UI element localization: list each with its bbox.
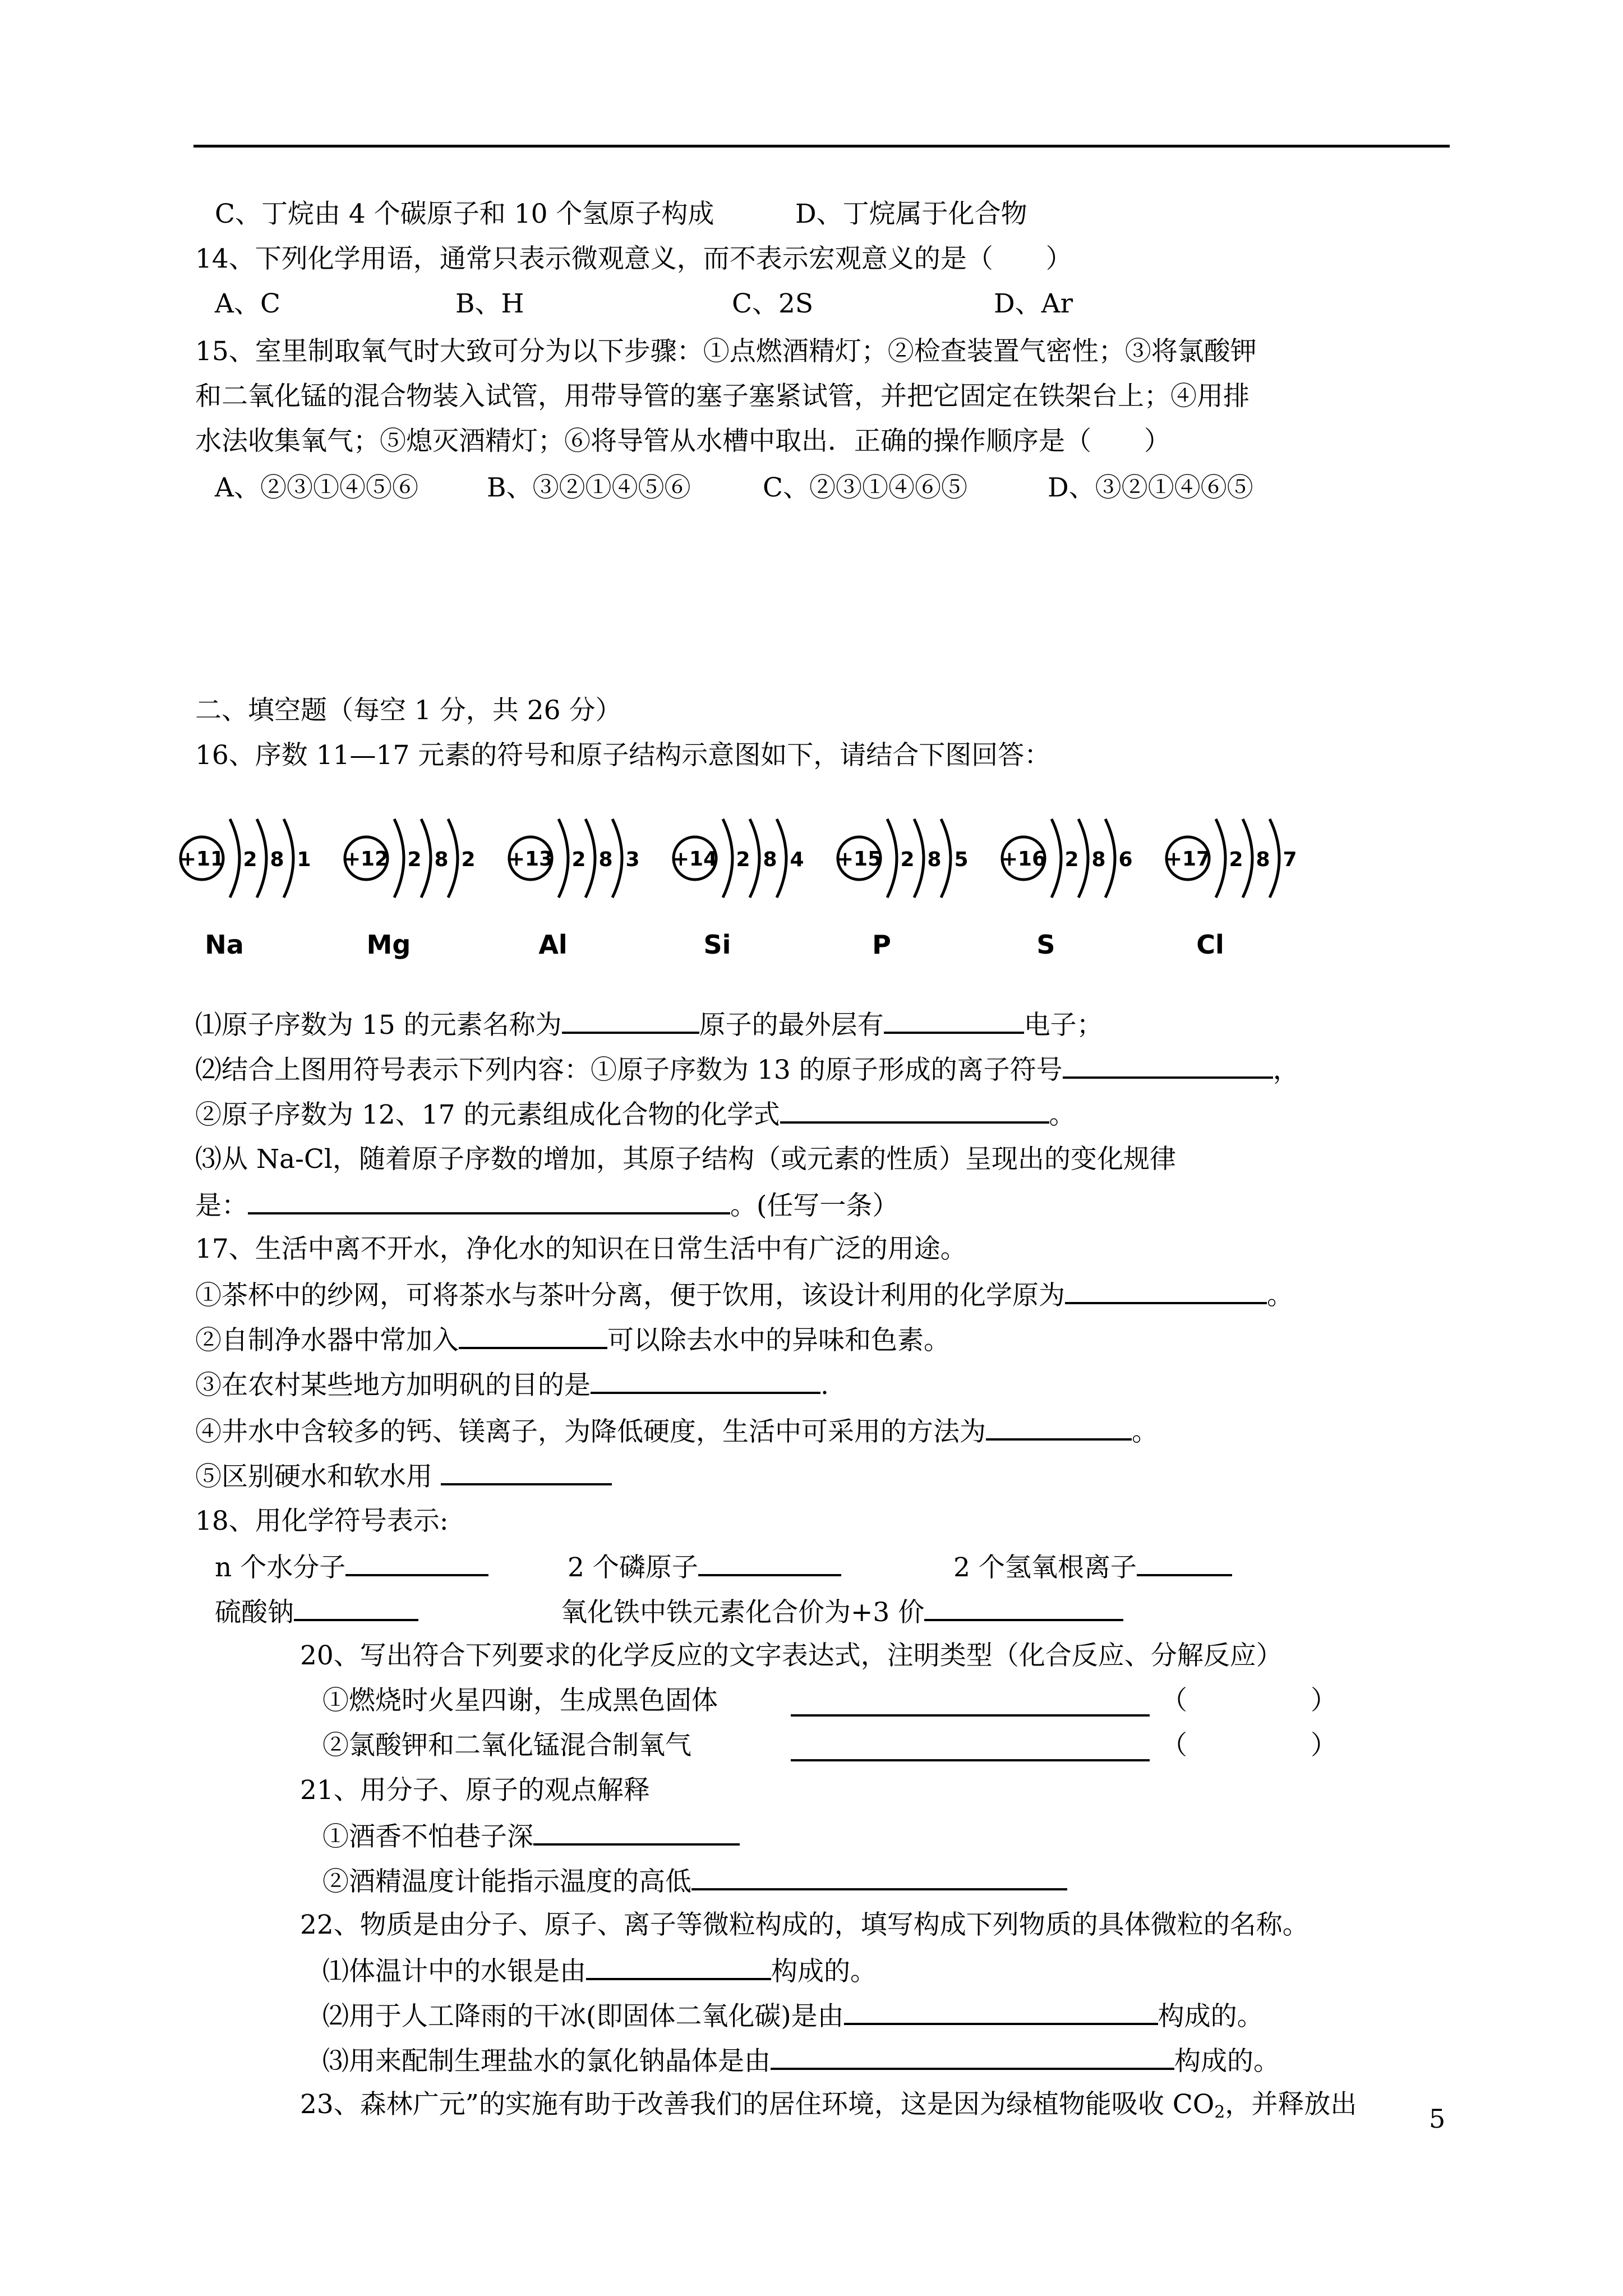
- q22-item2: ⑵用于人工降雨的干冰(即固体二氧化碳)是由 构成的。: [322, 1998, 1264, 2033]
- answer-blank[interactable]: [1137, 1549, 1232, 1576]
- shell-electron-count: 2: [243, 848, 257, 871]
- answer-blank[interactable]: [691, 1864, 1067, 1890]
- answer-blank[interactable]: [791, 1734, 1150, 1761]
- header-rule: [193, 145, 1450, 148]
- element-symbol: Cl: [1196, 930, 1224, 960]
- electron-shell-arc: [777, 819, 786, 898]
- q21-stem: 21、用分子、原子的观点解释: [300, 1775, 650, 1806]
- shell-electron-count: 2: [1064, 848, 1079, 871]
- shell-electron-count: 8: [763, 848, 777, 871]
- answer-blank[interactable]: [294, 1594, 418, 1621]
- electron-shell-arc: [257, 819, 266, 898]
- element-symbol: Al: [538, 930, 568, 960]
- shell-electron-count: 2: [1229, 848, 1243, 871]
- answer-blank[interactable]: [698, 1549, 841, 1576]
- atom-diagram-si: [672, 819, 804, 960]
- q13-option-c: C、丁烷由 4 个碳原子和 10 个氢原子构成: [215, 199, 714, 229]
- q15-option-c: C、②③①④⑥⑤: [763, 472, 967, 503]
- shell-electron-count: 8: [927, 848, 942, 871]
- shell-electron-count: 2: [571, 848, 586, 871]
- q14-stem: 14、下列化学用语，通常只表示微观意义，而不表示宏观意义的是（ ）: [195, 243, 1072, 274]
- shell-electron-count: 3: [625, 848, 640, 871]
- answer-blank[interactable]: [441, 1458, 612, 1485]
- answer-blank[interactable]: [924, 1594, 1123, 1621]
- answer-blank[interactable]: [884, 1007, 1024, 1034]
- element-symbol: Si: [703, 930, 731, 960]
- q21-item1: ①酒香不怕巷子深: [322, 1819, 740, 1854]
- electron-shell-arc: [1078, 819, 1088, 898]
- q17-item2: ②自制净水器中常加入 可以除去水中的异味和色素。: [195, 1322, 950, 1358]
- shell-electron-count: 5: [954, 848, 969, 871]
- answer-blank[interactable]: [345, 1549, 488, 1576]
- electron-shell-arc: [1243, 819, 1252, 898]
- q20-stem: 20、写出符合下列要求的化学反应的文字表达式，注明类型（化合反应、分解反应）: [300, 1640, 1283, 1671]
- electron-shell-arc: [1270, 819, 1279, 898]
- atom-diagram-al: [508, 819, 640, 960]
- answer-blank[interactable]: [771, 2043, 1174, 2070]
- q14-option-a: A、C: [215, 288, 280, 319]
- q13-option-d: D、丁烷属于化合物: [795, 199, 1027, 229]
- shell-electron-count: 2: [900, 848, 915, 871]
- atomic-structure-diagrams: [168, 797, 1335, 965]
- electron-shell-arc: [230, 819, 239, 898]
- nucleus-charge: +15: [836, 848, 882, 871]
- electron-shell-arc: [559, 819, 568, 898]
- q15-line3: 水法收集氧气；⑤熄灭酒精灯；⑥将导管从水槽中取出．正确的操作顺序是（ ）: [195, 426, 1170, 457]
- atom-diagram-mg: [344, 819, 476, 960]
- q15-line1: 15、室里制取氧气时大致可分为以下步骤：①点燃酒精灯；②检查装置气密性；③将氯酸钾: [195, 336, 1257, 367]
- q20-item1: ①燃烧时火星四谢，生成黑色固体: [322, 1685, 718, 1716]
- q20-item1-type: （ ）: [1161, 1685, 1337, 1716]
- electron-shell-arc: [1105, 819, 1115, 898]
- shell-electron-count: 8: [434, 848, 449, 871]
- q17-item4: ④井水中含较多的钙、镁离子，为降低硬度，生活中可采用的方法为 。: [195, 1414, 1158, 1449]
- answer-blank[interactable]: [562, 1007, 699, 1034]
- shell-electron-count: 2: [461, 848, 476, 871]
- q17-item1: ①茶杯中的纱网，可将茶水与茶叶分离，便于饮用，该设计利用的化学原为 。: [195, 1277, 1293, 1313]
- electron-shell-arc: [941, 819, 951, 898]
- q18-stem: 18、用化学符号表示:: [195, 1506, 449, 1536]
- q17-stem: 17、生活中离不开水，净化水的知识在日常生活中有广泛的用途。: [195, 1234, 967, 1264]
- section-title: 二、填空题（每空 1 分，共 26 分）: [195, 695, 622, 726]
- q15-option-b: B、③②①④⑤⑥: [487, 472, 691, 503]
- shell-electron-count: 8: [598, 848, 613, 871]
- q23-stem: 23、森林广元”的实施有助于改善我们的居住环境，这是因为绿植物能吸收 $CO_2$，并释放出: [300, 2089, 1357, 2122]
- nucleus-charge: +17: [1165, 848, 1211, 871]
- q18-item-d: 硫酸钠: [215, 1594, 418, 1630]
- q14-option-b: B、H: [455, 288, 524, 319]
- electron-shell-arc: [612, 819, 622, 898]
- q18-item-e: 氧化铁中铁元素化合价为+3 价: [561, 1594, 1123, 1630]
- q17-item5: ⑤区别硬水和软水用: [195, 1458, 612, 1494]
- shell-electron-count: 7: [1283, 848, 1297, 871]
- electron-shell-arc: [914, 819, 924, 898]
- q20-item2: ②氯酸钾和二氧化锰混合制氧气: [322, 1730, 691, 1761]
- electron-shell-arc: [284, 819, 293, 898]
- q16-part3b: 是： 。(任写一条）: [195, 1188, 898, 1223]
- q18-item-b: 2 个磷原子: [568, 1549, 841, 1585]
- shell-electron-count: 2: [407, 848, 422, 871]
- q15-option-d: D、③②①④⑥⑤: [1048, 472, 1253, 503]
- electron-shell-arc: [448, 819, 458, 898]
- q16-part1: ⑴原子序数为 15 的元素名称为 原子的最外层有 电子；: [195, 1007, 1103, 1042]
- atom-diagram-na: [179, 819, 311, 960]
- atom-diagram-cl: [1165, 819, 1297, 960]
- answer-blank[interactable]: [1063, 1052, 1273, 1079]
- atom-diagram-s: [1001, 819, 1133, 960]
- nucleus-charge: +11: [179, 848, 225, 871]
- q22-stem: 22、物质是由分子、原子、离子等微粒构成的，填写构成下列物质的具体微粒的名称。: [300, 1910, 1309, 1940]
- element-symbol: P: [872, 930, 891, 960]
- shell-electron-count: 8: [1091, 848, 1106, 871]
- q16-part2a: ⑵结合上图用符号表示下列内容：①原子序数为 13 的原子形成的离子符号 ，: [195, 1052, 1299, 1087]
- nucleus-charge: +16: [1000, 848, 1046, 871]
- nucleus-charge: +12: [343, 848, 389, 871]
- q14-option-c: C、2S: [732, 288, 814, 319]
- q16-part2b: ②原子序数为 12、17 的元素组成化合物的化学式 。: [195, 1097, 1076, 1132]
- answer-blank[interactable]: [780, 1097, 1049, 1124]
- atom-diagram-p: [837, 819, 969, 960]
- q18-item-c: 2 个氢氧根离子: [953, 1549, 1232, 1585]
- q21-item2: ②酒精温度计能指示温度的高低: [322, 1864, 1067, 1899]
- q20-item2-type: （ ）: [1161, 1730, 1337, 1761]
- q15-line2: 和二氧化锰的混合物装入试管，用带导管的塞子塞紧试管，并把它固定在铁架台上；④用排: [195, 381, 1249, 412]
- electron-shell-arc: [394, 819, 404, 898]
- answer-blank[interactable]: [844, 1998, 1158, 2025]
- page-number: 5: [1429, 2104, 1446, 2134]
- q22-item1: ⑴体温计中的水银是由 构成的。: [322, 1953, 877, 1989]
- nucleus-charge: +14: [672, 848, 718, 871]
- electron-shell-arc: [585, 819, 595, 898]
- answer-blank[interactable]: [986, 1414, 1132, 1441]
- element-symbol: Na: [205, 930, 244, 960]
- electron-shell-arc: [750, 819, 759, 898]
- q15-option-a: A、②③①④⑤⑥: [215, 472, 418, 503]
- element-symbol: Mg: [366, 930, 411, 960]
- answer-blank[interactable]: [791, 1690, 1150, 1717]
- q18-item-a: n 个水分子: [215, 1549, 488, 1585]
- answer-blank[interactable]: [248, 1188, 730, 1214]
- answer-blank[interactable]: [459, 1322, 607, 1349]
- answer-blank[interactable]: [533, 1819, 740, 1846]
- nucleus-charge: +13: [508, 848, 554, 871]
- electron-shell-arc: [1052, 819, 1061, 898]
- electron-shell-arc: [1216, 819, 1225, 898]
- shell-electron-count: 6: [1118, 848, 1133, 871]
- shell-electron-count: 4: [790, 848, 804, 871]
- q17-item3: ③在农村某些地方加明矾的目的是 .: [195, 1367, 829, 1402]
- answer-blank[interactable]: [591, 1367, 820, 1394]
- shell-electron-count: 1: [297, 848, 311, 871]
- element-symbol: S: [1036, 930, 1055, 960]
- shell-electron-count: 8: [1256, 848, 1270, 871]
- q16-part3a: ⑶从 Na-Cl，随着原子序数的增加，其原子结构（或元素的性质）呈现出的变化规律: [195, 1144, 1176, 1175]
- q14-option-d: D、Ar: [994, 288, 1073, 319]
- electron-shell-arc: [723, 819, 732, 898]
- q22-item3: ⑶用来配制生理盐水的氯化钠晶体是由 构成的。: [322, 2043, 1280, 2078]
- q16-stem: 16、序数 11—17 元素的符号和原子结构示意图如下，请结合下图回答：: [195, 740, 1051, 771]
- shell-electron-count: 8: [270, 848, 284, 871]
- answer-blank[interactable]: [1065, 1277, 1267, 1304]
- answer-blank[interactable]: [586, 1953, 771, 1980]
- electron-shell-arc: [421, 819, 431, 898]
- shell-electron-count: 2: [736, 848, 750, 871]
- electron-shell-arc: [887, 819, 897, 898]
